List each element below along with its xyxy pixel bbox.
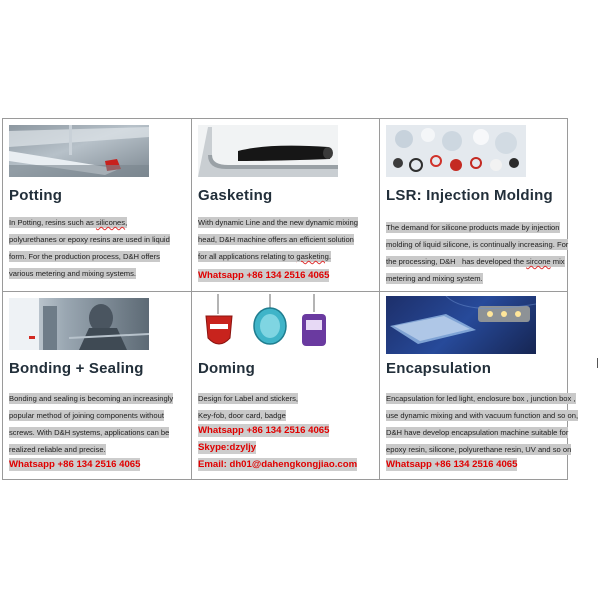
- bonding-image: [9, 298, 149, 350]
- lsr-image: [386, 125, 526, 177]
- encapsulation-title: Encapsulation: [386, 360, 492, 377]
- doming-whatsapp: Whatsapp +86 134 2516 4065: [198, 425, 330, 436]
- encapsulation-whatsapp: Whatsapp +86 134 2516 4065: [386, 459, 518, 470]
- gasketing-image: [198, 125, 338, 177]
- doming-skype: Skype:dzyljy: [198, 442, 257, 453]
- bonding-title: Bonding + Sealing: [9, 360, 144, 377]
- potting-description: In Potting, resins such as silicones, polyurethanes or epoxy resins are used in liquid form. For the production process, D&H offers various metering and mixing systems.: [9, 218, 170, 278]
- bonding-whatsapp: Whatsapp +86 134 2516 4065: [9, 459, 141, 470]
- cell-bonding: [3, 292, 191, 479]
- potting-title: Potting: [9, 187, 63, 204]
- cell-doming: [192, 292, 379, 479]
- cell-encapsulation: [380, 292, 579, 479]
- lsr-description: The demand for silicone products made by injection molding of liquid silicone, is continually increasing. For the processing, D&H has developed the sircone mix metering and mixing system.: [386, 223, 569, 283]
- lsr-title: LSR: Injection Molding: [386, 187, 553, 204]
- bonding-description: Bonding and sealing is becoming an increasingly popular method of joining components without screws. With D&H systems, applications can be realized reliable and precise.: [9, 394, 174, 454]
- gasketing-whatsapp: Whatsapp +86 134 2516 4065: [198, 270, 330, 281]
- encapsulation-image: [386, 296, 536, 354]
- cell-potting: [3, 119, 191, 291]
- gasketing-description: With dynamic Line and the new dynamic mixing head, D&H machine offers an efficient solution for all applications relating to gasketing.: [198, 218, 358, 261]
- doming-email: Email: dh01@dahengkongjiao.com: [198, 459, 358, 470]
- encapsulation-description: Encapsulation for led light, enclosure box , junction box , use dynamic mixing and with vacuum function and so on, D&H have develop encapsulation machine suitable for epoxy resin, silicone, polyurethane resin, UV and so on: [386, 394, 579, 454]
- potting-image: [9, 125, 149, 177]
- doming-image: [198, 294, 338, 352]
- text-cursor: [597, 358, 598, 368]
- cell-gasketing: [192, 119, 379, 291]
- doming-description: Design for Label and stickers, Key-fob, door card, badge: [198, 394, 299, 420]
- doming-title: Doming: [198, 360, 256, 377]
- cell-lsr: [380, 119, 567, 291]
- gasketing-title: Gasketing: [198, 187, 273, 204]
- product-table: [2, 118, 579, 480]
